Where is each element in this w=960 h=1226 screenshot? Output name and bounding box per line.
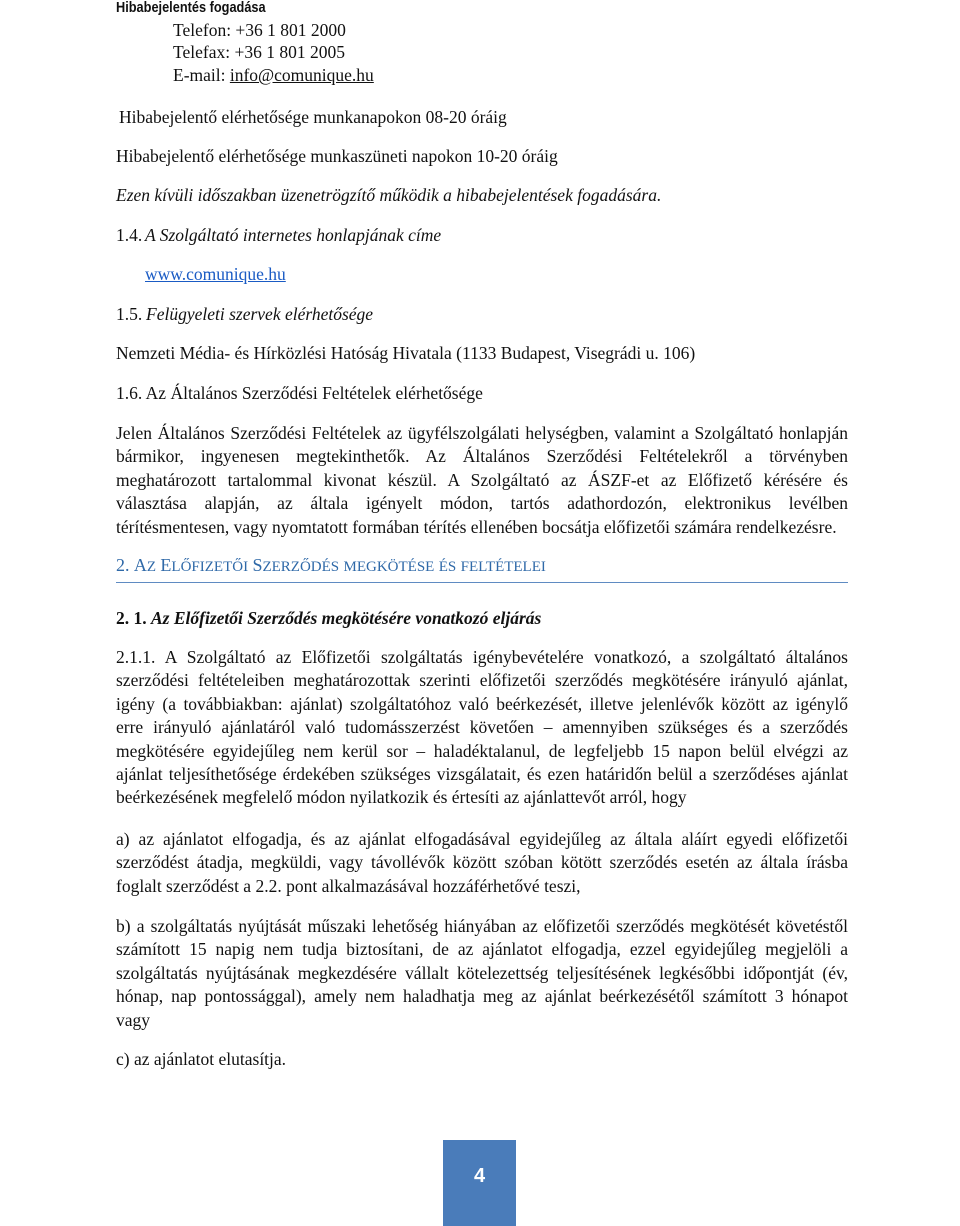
heading-small-caps: LŐFIZETŐI [171,559,249,575]
email-line [173,64,374,87]
option-a-line: foglalt szerződést a 2.2. pont alkalmazásával hozzáférhetővé teszi, [116,875,581,896]
section-1-5-title: Felügyeleti szervek elérhetősége [146,304,374,324]
option-b-line: számított 15 napig nem tudja biztosítani, de az ajánlatot elfogadja, ezzel egyidejűleg megjelöli a [116,939,848,960]
heading-small-caps: ÉS [438,559,457,575]
subsection-2-1-number: 2. 1. [116,608,147,628]
paragraph-line: Jelen Általános Szerződési Feltételek az ügyfélszolgálati helységben, valamint a Szolgáltató honlapján [116,423,848,443]
section-1-4-number: 1.4. [116,225,143,245]
subsection-2-1-title: Az Előfizetői Szerződés megkötésére vonatkozó eljárás [151,608,542,628]
subsection-2-1-heading [116,607,541,630]
email-link[interactable]: info@comunique.hu [229,65,374,85]
paragraph-line: ajánlat teljesíthetősége érdekében szükséges vizsgálatait, és ezen határidőn belül a szerződéses ajánlat [116,764,848,784]
heading-capital-letter: 2. [116,555,130,575]
section-1-6-heading [116,382,483,405]
phone-line: Telefon: +36 1 801 2000 [173,20,346,40]
option-a-line: a) az ajánlatot elfogadja, és az ajánlat elfogadásával egyidejűleg az általa aláírt egyedi előfizetői [116,829,848,849]
email-label: E-mail: [173,65,230,85]
paragraph-line: szerződési feltételeiben meghatározottak szerinti előfizetői szerződés megkötésére irányuló ajánlat, [116,670,848,691]
heading-small-caps: FELTÉTELEI [460,559,546,575]
heading-capital-letter: S [252,555,263,575]
paragraph-line: meghatározott tartalommal kivonat készül. A Szolgáltató az ÁSZF-et az Előfizető kérésére és [116,469,848,490]
page-number-box [443,1140,516,1226]
option-b-line: hónap, nap pontossággal), amely nem haladhatja meg az ajánlat beérkezésétől számított 3 hónapot [116,986,848,1007]
paragraph-line: igény (a továbbiakban: ajánlat) szolgáltatóhoz való beérkezését, illetve jelenlévők között az igénylő [116,693,848,714]
hours-workdays: Hibabejelentő elérhetősége munkanapokon 08-20 óráig [119,107,507,127]
paragraph-line: megkötésére egyidejűleg nem kerül sor – haladéktalanul, de legfeljebb 15 napon belül elvégzi az [116,740,848,761]
section-1-6-number: 1.6. [116,383,143,403]
heading-capital-letter: E [160,555,172,575]
section-2-heading-rule [116,582,848,583]
heading-capital-letter: A [133,555,147,575]
paragraph-line: beérkezésének megfelelő módon nyilatkozik és értesíti az ajánlattevőt arról, hogy [116,787,687,808]
option-b-line: vagy [116,1009,151,1030]
paragraph-line: bármikor, ingyenesen megtekinthetők. Az Általános Szerződési Feltételekről a törvényben [116,446,848,467]
paragraph-line: 2.1.1. A Szolgáltató az Előfizetői szolgáltatás igénybevételére vonatkozó, a szolgáltató általános [116,647,848,667]
section-1-5-number: 1.5. [116,304,143,324]
authority-address: Nemzeti Média- és Hírközlési Hatóság Hivatala (1133 Budapest, Visegrádi u. 106) [116,343,696,363]
heading-small-caps: Z [146,559,157,575]
option-b-line: szolgáltatás nyújtásának megkezdésére vállalt kötelezettség teljesítésének legkésőbbi időpontját (év, [116,962,848,983]
fax-line: Telefax: +36 1 801 2005 [173,42,345,62]
heading-small-caps: MEGKÖTÉSE [343,559,435,575]
option-a-line: szerződést átadja, megküldi, vagy távollévők között szóban kötött szerződés esetén az általa írásba [116,852,848,873]
section-1-6-title: Az Általános Szerződési Feltételek elérhetősége [145,383,483,403]
section-2-heading [116,554,546,577]
option-c-line: c) az ajánlatot elutasítja. [116,1049,287,1069]
paragraph-line: választása alapján, az általa igényelt módon, tartós adathordozón, elektronikus levélben [116,493,848,514]
website-link[interactable]: www.comunique.hu [145,264,286,284]
heading-small-caps: ZERZŐDÉS [262,559,340,575]
page-number: 4 [473,1165,486,1187]
hours-outside-note: Ezen kívüli időszakban üzenetrögzítő működik a hibabejelentések fogadására. [116,185,662,205]
paragraph-line: erre irányuló ajánlatáról való tudomásszerzést követően – amennyiben szükséges és a szerződés [116,717,848,738]
paragraph-line: térítésmentesen, vagy nyomtatott formában térítés ellenében bocsátja előfizetői számára rendelkezésre. [116,516,837,537]
hours-holidays: Hibabejelentő elérhetősége munkaszüneti napokon 10-20 óráig [116,146,558,166]
contact-heading: Hibabejelentés fogadása [116,0,266,16]
option-b-line: b) a szolgáltatás nyújtását műszaki lehetőség hiányában az előfizetői szerződés megkötését követéstől [116,916,848,936]
section-1-4-title: A Szolgáltató internetes honlapjának címe [145,225,442,245]
